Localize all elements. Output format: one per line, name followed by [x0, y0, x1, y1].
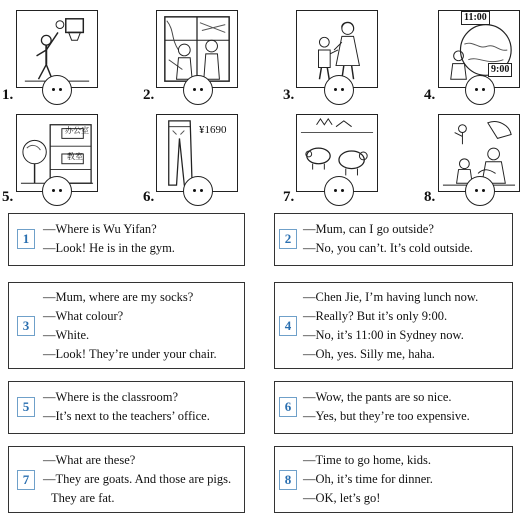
dialog-badge-8[interactable]: 8 [279, 470, 297, 490]
answer-circle-8[interactable] [465, 176, 495, 206]
answer-circle-1[interactable] [42, 75, 72, 105]
dialog-3-line-3: —White. [43, 328, 90, 342]
dialog-3-line-2: —What colour? [43, 309, 124, 323]
dialog-7-line-1: —What are these? [43, 453, 136, 467]
dialog-6-line-2: —Yes, but they’re too expensive. [303, 409, 470, 423]
dialog-4-text [303, 288, 478, 364]
dialog-4-line-2: —Really? But it’s only 9:00. [303, 309, 448, 323]
dialog-7-line-3: They are fat. [51, 491, 115, 505]
picture-number-4: 4. [424, 87, 436, 103]
dialog-4-line-1: —Chen Jie, I’m having lunch now. [303, 290, 479, 304]
picture-number-3: 3. [283, 87, 295, 103]
dialog-6-text [303, 388, 470, 426]
dialog-badge-1[interactable]: 1 [17, 229, 35, 249]
picture-number-2: 2. [143, 87, 155, 103]
dialog-badge-3[interactable]: 3 [17, 316, 35, 336]
dialog-7-line-2: —They are goats. And those are pigs. [43, 472, 232, 486]
dialog-2-text [303, 220, 473, 258]
dialog-3-line-1: —Mum, where are my socks? [43, 290, 194, 304]
price-tag: ¥1690 [199, 124, 227, 136]
picture-number-8: 8. [424, 189, 436, 205]
dialog-5-text [43, 388, 210, 426]
answer-circle-2[interactable] [183, 75, 213, 105]
dialog-8-line-1: —Time to go home, kids. [303, 453, 432, 467]
clock-label-9: 9:00 [488, 63, 512, 77]
dialog-2-line-2: —No, you can’t. It’s cold outside. [303, 241, 473, 255]
answer-circle-4[interactable] [465, 75, 495, 105]
dialog-badge-5[interactable]: 5 [17, 397, 35, 417]
dialog-1-line-2: —Look! He is in the gym. [43, 241, 175, 255]
classroom-sign: 教室 [67, 152, 83, 161]
dialog-5-line-2: —It’s next to the teachers’ office. [43, 409, 210, 423]
dialog-1-text [43, 220, 175, 258]
picture-number-5: 5. [2, 189, 14, 205]
dialog-badge-4[interactable]: 4 [279, 316, 297, 336]
dialog-5-line-1: —Where is the classroom? [43, 390, 179, 404]
dialog-1-line-1: —Where is Wu Yifan? [43, 222, 157, 236]
dialog-3-text [43, 288, 217, 364]
picture-number-7: 7. [283, 189, 295, 205]
clock-label-11: 11:00 [461, 11, 490, 25]
answer-circle-3[interactable] [324, 75, 354, 105]
dialog-3-line-4: —Look! They’re under your chair. [43, 347, 217, 361]
dialog-4-line-4: —Oh, yes. Silly me, haha. [303, 347, 435, 361]
dialog-badge-6[interactable]: 6 [279, 397, 297, 417]
dialog-8-line-2: —Oh, it’s time for dinner. [303, 472, 433, 486]
dialog-8-line-3: —OK, let’s go! [303, 491, 381, 505]
dialog-badge-2[interactable]: 2 [279, 229, 297, 249]
dialog-8-text [303, 451, 433, 508]
dialog-badge-7[interactable]: 7 [17, 470, 35, 490]
dialog-4-line-3: —No, it’s 11:00 in Sydney now. [303, 328, 464, 342]
dialog-7-text [43, 451, 231, 508]
dialog-6-line-1: —Wow, the pants are so nice. [303, 390, 452, 404]
picture-number-1: 1. [2, 87, 14, 103]
office-sign: 办公室 [65, 126, 89, 135]
answer-circle-6[interactable] [183, 176, 213, 206]
answer-circle-5[interactable] [42, 176, 72, 206]
dialog-2-line-1: —Mum, can I go outside? [303, 222, 434, 236]
picture-number-6: 6. [143, 189, 155, 205]
answer-circle-7[interactable] [324, 176, 354, 206]
